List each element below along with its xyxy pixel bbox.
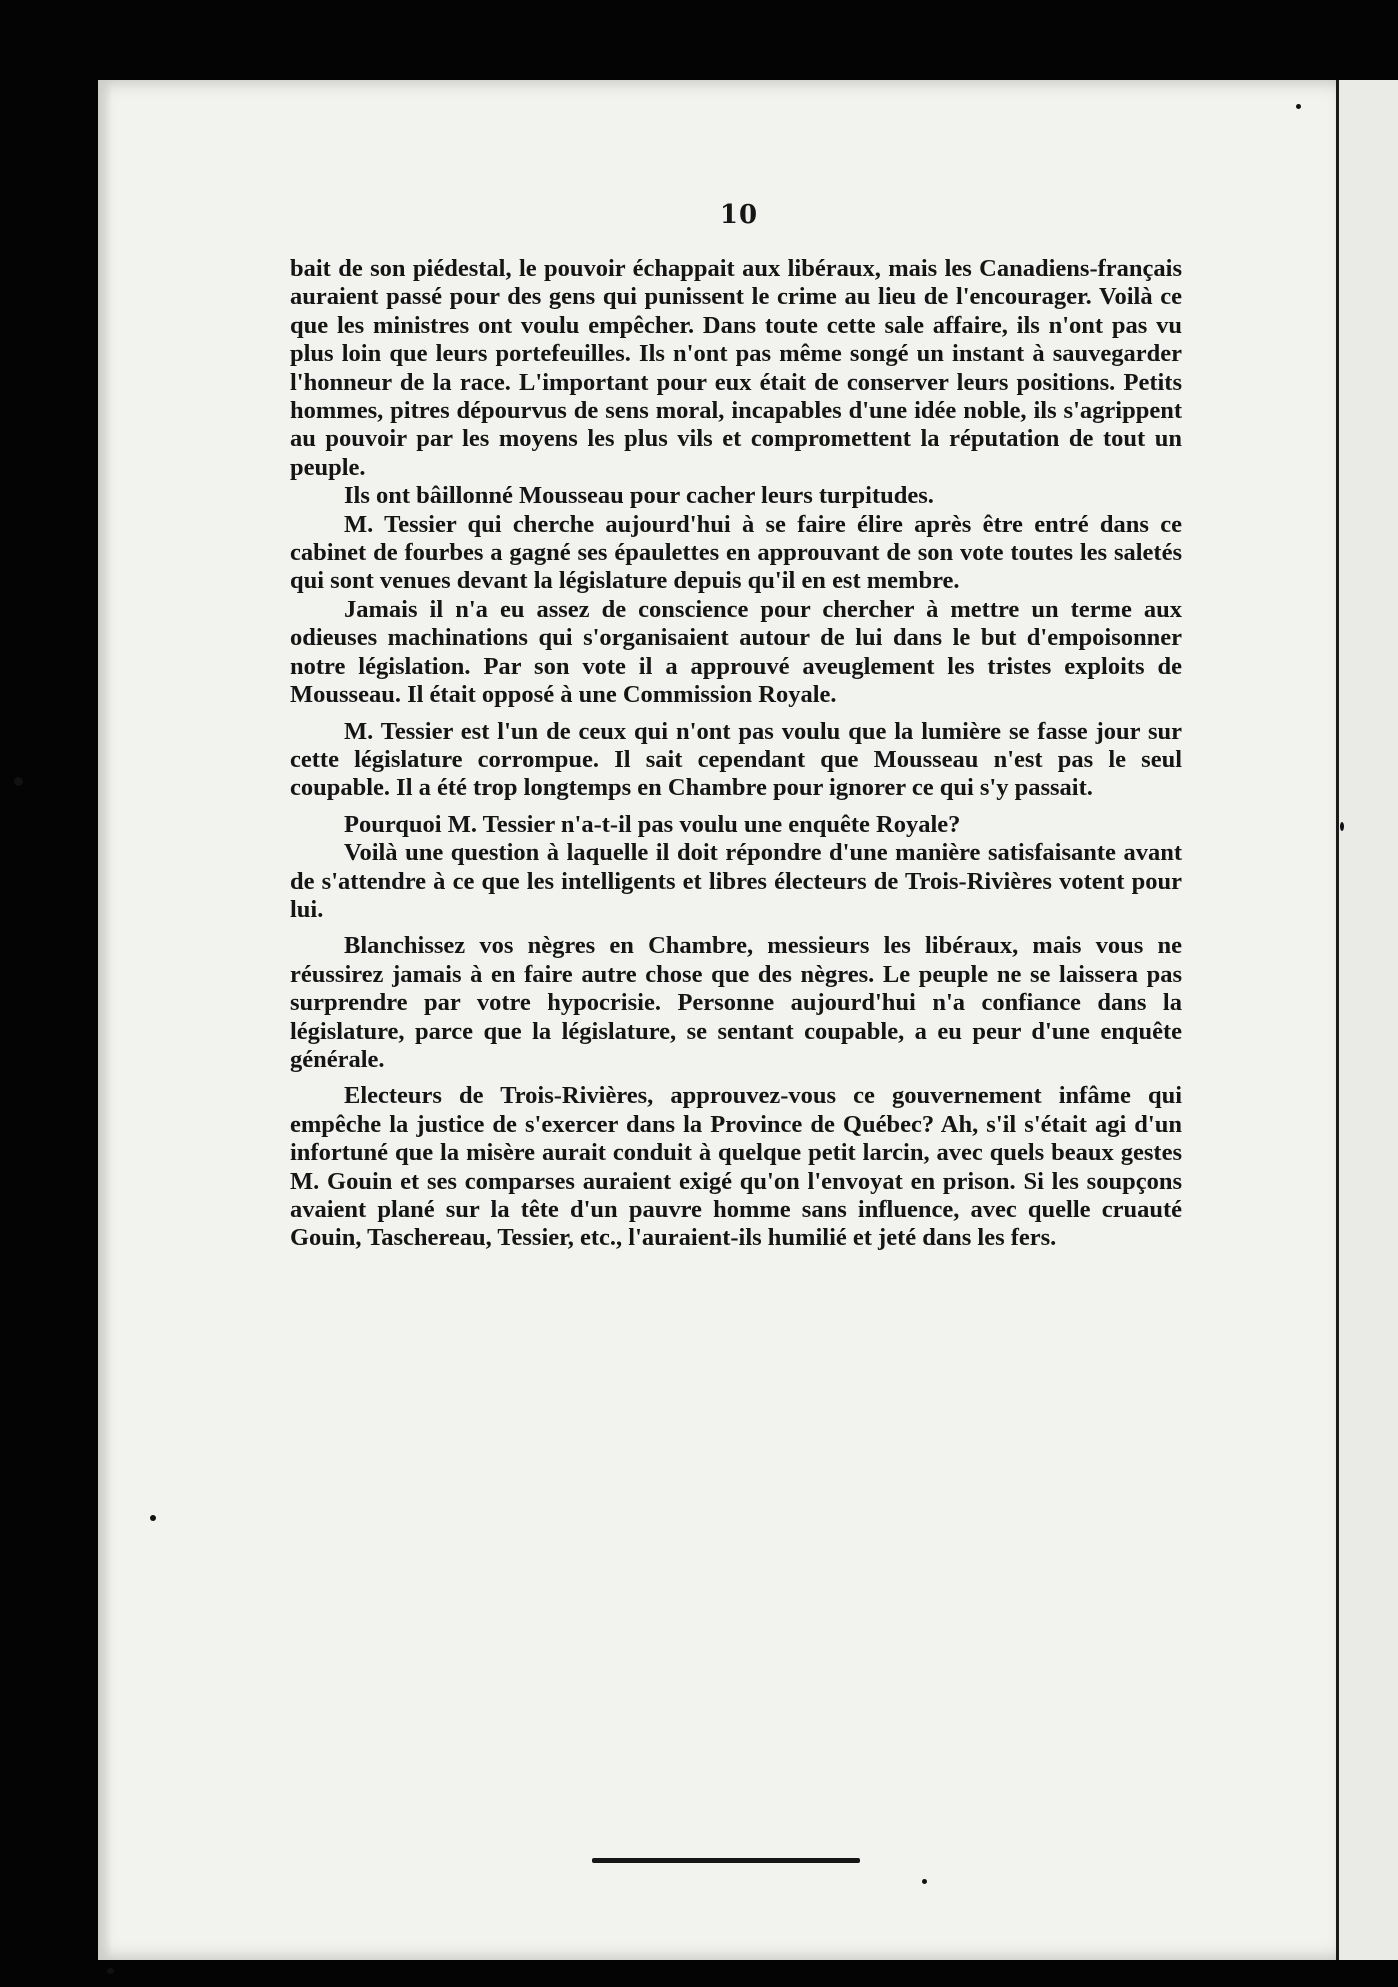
paragraph: Electeurs de Trois-Rivières, approuvez-vous ce gouvernement infâme qui empêche la justice de s'exercer dans la Province de Québec? Ah, s'il s'était agi d'un infortuné que la misère aurait conduit à quelque petit larcin, avec quels beaux gestes M. Gouin et ses comparses auraient exigé qu'on l'envoyat en prison. Si les soupçons avaient plané sur la tête d'un pauvre homme sans influence, avec quelle cruauté Gouin, Taschereau, Tessier, etc., l'auraient-ils humilié et jeté dans les fers.: [290, 1082, 1182, 1252]
paragraph: Blanchissez vos nègres en Chambre, messieurs les libéraux, mais vous ne réussirez jamais à en faire autre chose que des nègres. Le peuple ne se laissera pas surprendre par votre hypocrisie. Personne aujourd'hui n'a confiance dans la législature, parce que la législature, se sentant coupable, a eu peur d'une enquête générale.: [290, 932, 1182, 1073]
page-number: 10: [719, 200, 759, 230]
paragraph: Jamais il n'a eu assez de conscience pour chercher à mettre un terme aux odieuses machinations qui s'organisaient autour de lui dans le but d'empoisonner notre législation. Par son vote il a approuvé aveuglement les tristes exploits de Mousseau. Il était opposé à une Commission Royale.: [290, 595, 1182, 709]
scan-speck: [1296, 104, 1301, 109]
scan-speck: [150, 1515, 156, 1521]
end-rule: [592, 1858, 860, 1863]
scan-speck: [1340, 822, 1344, 831]
paragraph: bait de son piédestal, le pouvoir échappait aux libéraux, mais les Canadiens-français auraient passé pour des gens qui punissent le crime au lieu de l'encourager. Voilà ce que les ministres ont voulu empêcher. Dans toute cette sale affaire, ils n'ont pas vu plus loin que leurs portefeuilles. Ils n'ont pas même songé un instant à sauvegarder l'honneur de la race. L'important pour eux était de conserver leurs positions. Petits hommes, pitres dépourvus de sens moral, incapables d'une idée noble, ils s'agrippent au pouvoir par les moyens les plus vils et compromettent la réputation de tout un peuple.: [290, 255, 1182, 481]
adjacent-page-edge: [1339, 80, 1398, 1960]
page-left-shadow: [98, 80, 112, 1960]
body-text: [290, 255, 1182, 1253]
scan-speck: [922, 1879, 927, 1884]
paragraph: Voilà une question à laquelle il doit répondre d'une manière satisfaisante avant de s'attendre à ce que les intelligents et libres électeurs de Trois-Rivières votent pour lui.: [290, 839, 1182, 923]
scan-speck: [107, 1968, 114, 1974]
scan-speck: [14, 777, 23, 786]
paragraph: M. Tessier qui cherche aujourd'hui à se faire élire après être entré dans ce cabinet de fourbes a gagné ses épaulettes en approuvant de son vote toutes les saletés qui sont venues devant la législature depuis qu'il en est membre.: [290, 510, 1182, 595]
paragraph: Pourquoi M. Tessier n'a-t-il pas voulu une enquête Royale?: [344, 810, 961, 838]
paragraph: Ils ont bâillonné Mousseau pour cacher leurs turpitudes.: [344, 482, 934, 510]
paragraph: M. Tessier est l'un de ceux qui n'ont pas voulu que la lumière se fasse jour sur cette législature corrompue. Il sait cependant que Mousseau n'est pas le seul coupable. Il a été trop longtemps en Chambre pour ignorer ce qui s'y passait.: [290, 717, 1182, 802]
